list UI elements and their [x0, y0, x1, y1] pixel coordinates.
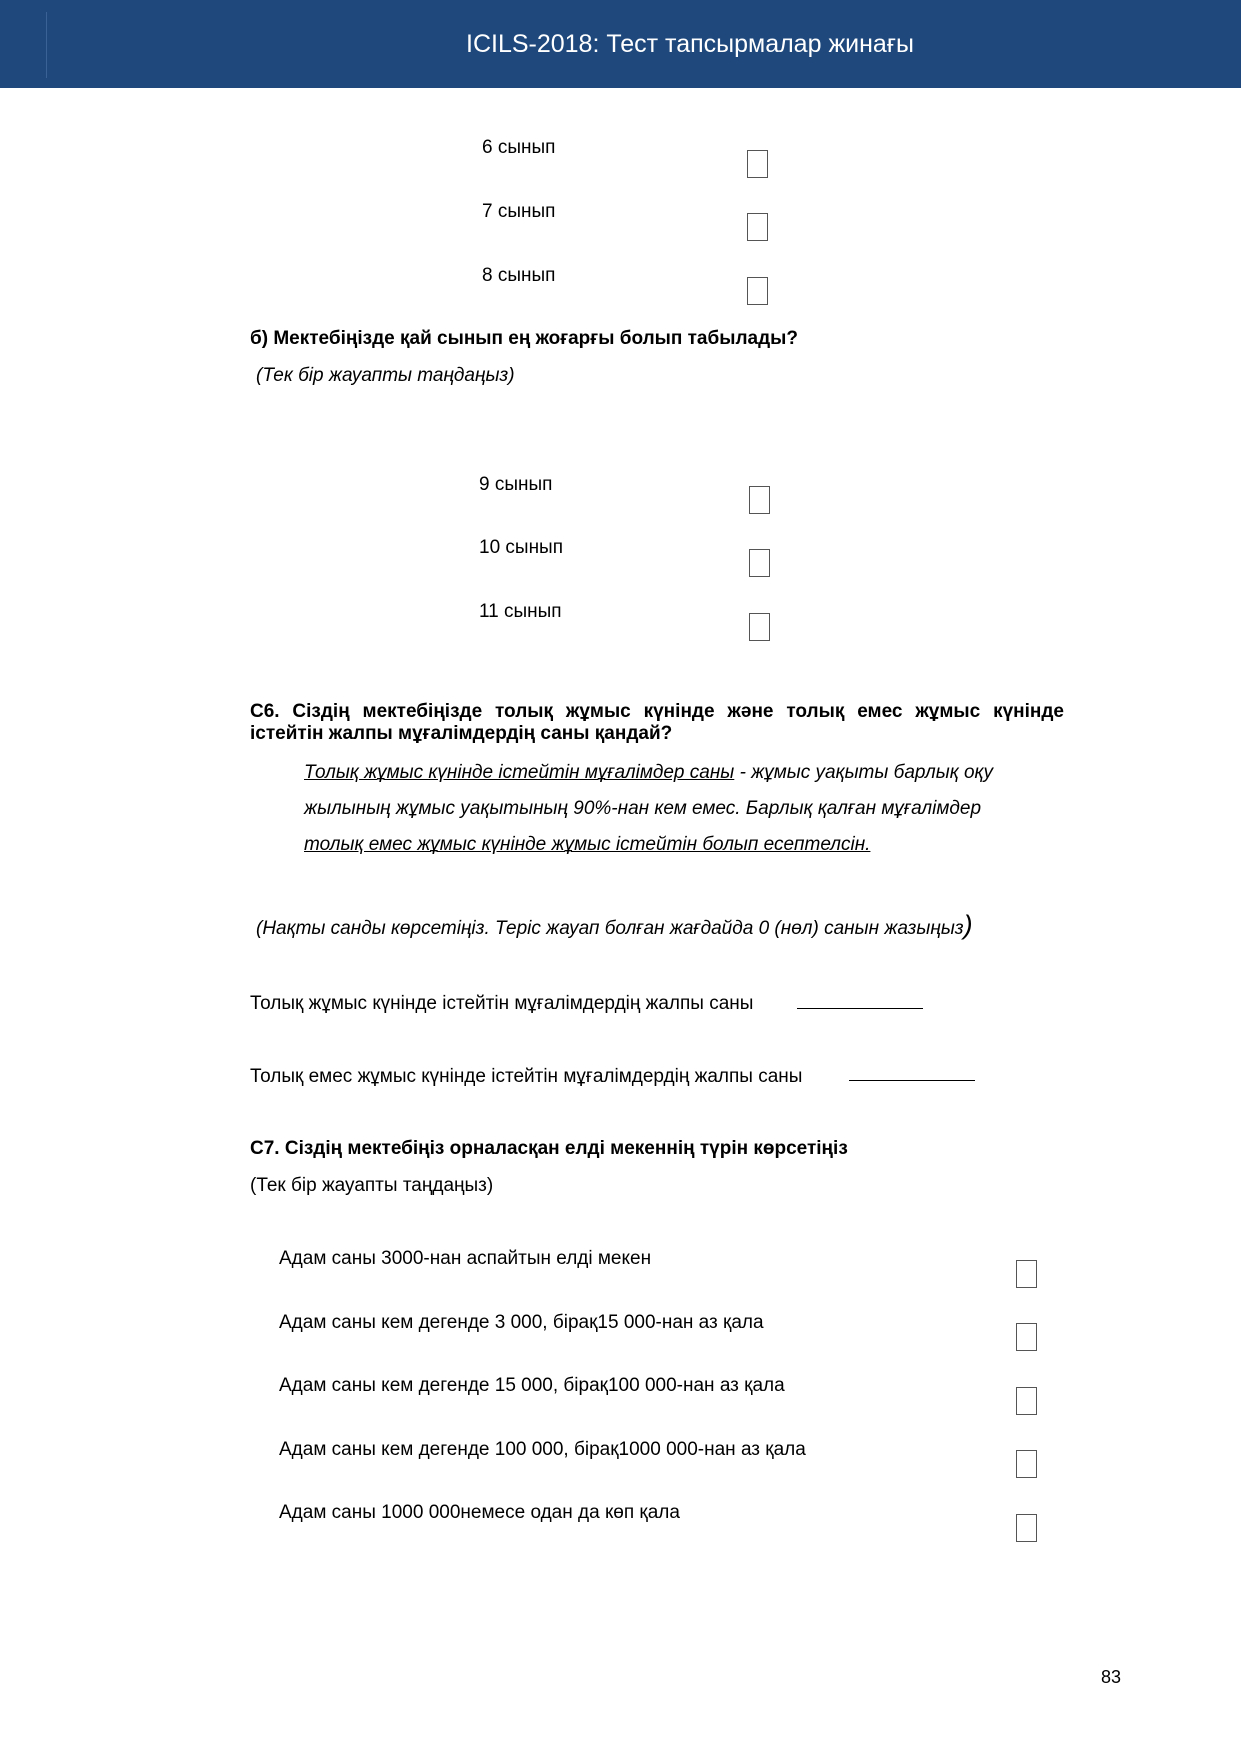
- settlement-option-label: Адам саны кем дегенде 100 000, бірақ1000 000-нан аз қала: [279, 1439, 806, 1460]
- c6-definition-term: Толық жұмыс күнінде істейтін мұғалімдер саны: [304, 762, 735, 783]
- question-b-title: б) Мектебіңізде қай сынып ең жоғарғы болып табылады?: [250, 328, 798, 349]
- c6-field-part-label: Толық емес жұмыс күнінде істейтін мұғалімдердің жалпы саны: [250, 1066, 803, 1087]
- checkbox[interactable]: [749, 549, 770, 577]
- c6-field-part-input[interactable]: [849, 1080, 975, 1081]
- settlement-option-label: Адам саны кем дегенде 3 000, бірақ15 000-нан аз қала: [279, 1312, 764, 1333]
- question-c6-title: С6. Сіздің мектебіңізде толық жұмыс күнінде және толық емес жұмыс күнінде істейтін жалпы мұғалімдердің саны қандай?: [250, 701, 1064, 744]
- checkbox[interactable]: [747, 213, 768, 241]
- c6-instruction: [256, 910, 973, 940]
- settlement-option-label: Адам саны 3000-нан аспайтын елді мекен: [279, 1248, 652, 1269]
- checkbox[interactable]: [1016, 1323, 1037, 1351]
- grade-option-label: 10 сынып: [479, 537, 564, 558]
- grade-option-label: 6 сынып: [482, 137, 556, 158]
- c6-definition-line-2: жылының жұмыс уақытының 90%-нан кем емес. Барлық қалған мұғалімдер: [304, 798, 982, 819]
- c6-definition-line-3: толық емес жұмыс күнінде жұмыс істейтін болып есептелсін.: [304, 834, 871, 855]
- grade-option-label: 8 сынып: [482, 265, 556, 286]
- c6-field-full-label: Толық жұмыс күнінде істейтін мұғалімдердің жалпы саны: [250, 993, 754, 1014]
- checkbox[interactable]: [747, 150, 768, 178]
- settlement-option-label: Адам саны кем дегенде 15 000, бірақ100 000-нан аз қала: [279, 1375, 785, 1396]
- grade-option-label: 11 сынып: [479, 601, 562, 622]
- c6-instruction-paren: ): [963, 910, 973, 940]
- header-banner: [0, 0, 1241, 88]
- checkbox[interactable]: [1016, 1450, 1037, 1478]
- grade-option-label: 9 сынып: [479, 474, 553, 495]
- checkbox[interactable]: [1016, 1514, 1037, 1542]
- question-c7-instruction: (Тек бір жауапты таңдаңыз): [250, 1175, 494, 1196]
- checkbox[interactable]: [1016, 1260, 1037, 1288]
- checkbox[interactable]: [749, 486, 770, 514]
- checkbox[interactable]: [747, 277, 768, 305]
- c6-definition-line-1: [304, 762, 993, 784]
- settlement-option-label: Адам саны 1000 000немесе одан да көп қала: [279, 1502, 680, 1523]
- grade-option-label: 7 сынып: [482, 201, 556, 222]
- checkbox[interactable]: [749, 613, 770, 641]
- header-title: ICILS-2018: Тест тапсырмалар жинағы: [466, 30, 914, 58]
- c6-field-full-input[interactable]: [797, 1008, 923, 1009]
- c6-definition-text: - жұмыс уақыты барлық оқу: [734, 762, 994, 783]
- question-c7-title: С7. Сіздің мектебіңіз орналасқан елді мекеннің түрін көрсетіңіз: [250, 1138, 848, 1159]
- checkbox[interactable]: [1016, 1387, 1037, 1415]
- question-b-instruction: (Тек бір жауапты таңдаңыз): [256, 365, 515, 386]
- page-number: 83: [1101, 1667, 1122, 1687]
- banner-divider: [46, 12, 47, 78]
- c6-instruction-text: (Нақты санды көрсетіңіз. Теріс жауап болған жағдайда 0 (нөл) санын жазыңыз: [256, 918, 964, 939]
